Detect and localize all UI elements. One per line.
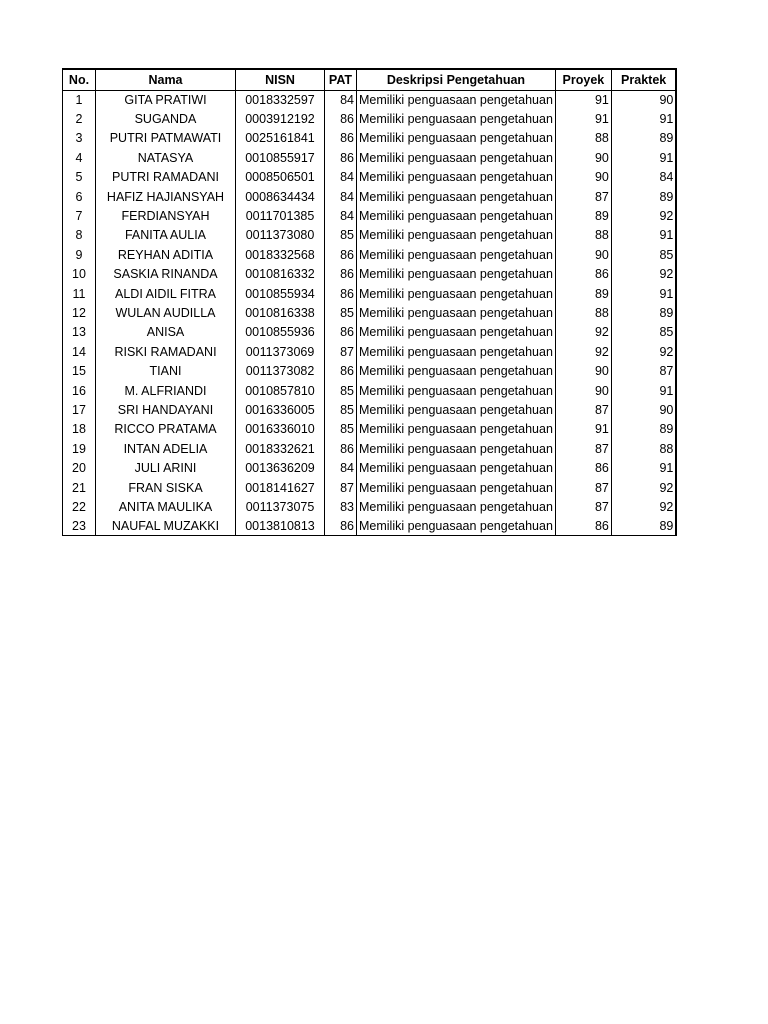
cell-nisn: 0011373082 bbox=[236, 361, 325, 380]
cell-no: 23 bbox=[63, 517, 96, 536]
header-praktek: Praktek bbox=[611, 69, 676, 90]
cell-proyek: 86 bbox=[555, 458, 611, 477]
cell-nisn: 0010857810 bbox=[236, 381, 325, 400]
table-row bbox=[63, 187, 677, 206]
cell-pat: 84 bbox=[325, 458, 357, 477]
header-nisn: NISN bbox=[236, 69, 325, 90]
cell-no: 5 bbox=[63, 168, 96, 187]
header-nama: Nama bbox=[96, 69, 236, 90]
cell-proyek: 92 bbox=[555, 342, 611, 361]
cell-praktek: 85 bbox=[611, 245, 676, 264]
cell-pat: 86 bbox=[325, 361, 357, 380]
cell-nisn: 0011373075 bbox=[236, 497, 325, 516]
cell-proyek: 91 bbox=[555, 420, 611, 439]
cell-no: 20 bbox=[63, 458, 96, 477]
cell-proyek: 92 bbox=[555, 323, 611, 342]
table-header bbox=[63, 69, 677, 90]
cell-nama: REYHAN ADITIA bbox=[96, 245, 236, 264]
cell-pat: 85 bbox=[325, 400, 357, 419]
cell-praktek: 91 bbox=[611, 226, 676, 245]
cell-deskripsi: Memiliki penguasaan pengetahuan bbox=[357, 187, 556, 206]
cell-deskripsi: Memiliki penguasaan pengetahuan bbox=[357, 517, 556, 536]
table-row bbox=[63, 439, 677, 458]
cell-nama: SRI HANDAYANI bbox=[96, 400, 236, 419]
cell-deskripsi: Memiliki penguasaan pengetahuan bbox=[357, 226, 556, 245]
cell-no: 17 bbox=[63, 400, 96, 419]
cell-no: 8 bbox=[63, 226, 96, 245]
cell-praktek: 87 bbox=[611, 361, 676, 380]
header-row bbox=[63, 69, 677, 90]
cell-proyek: 89 bbox=[555, 206, 611, 225]
cell-proyek: 90 bbox=[555, 361, 611, 380]
cell-nama: FRAN SISKA bbox=[96, 478, 236, 497]
cell-no: 18 bbox=[63, 420, 96, 439]
table-row bbox=[63, 284, 677, 303]
cell-no: 9 bbox=[63, 245, 96, 264]
cell-pat: 86 bbox=[325, 284, 357, 303]
cell-proyek: 88 bbox=[555, 303, 611, 322]
cell-no: 11 bbox=[63, 284, 96, 303]
cell-pat: 84 bbox=[325, 168, 357, 187]
cell-nama: HAFIZ HAJIANSYAH bbox=[96, 187, 236, 206]
cell-nama: M. ALFRIANDI bbox=[96, 381, 236, 400]
cell-praktek: 91 bbox=[611, 458, 676, 477]
cell-pat: 85 bbox=[325, 381, 357, 400]
header-no: No. bbox=[63, 69, 96, 90]
cell-nisn: 0011701385 bbox=[236, 206, 325, 225]
cell-proyek: 90 bbox=[555, 245, 611, 264]
cell-praktek: 89 bbox=[611, 187, 676, 206]
cell-nisn: 0025161841 bbox=[236, 129, 325, 148]
header-proyek: Proyek bbox=[555, 69, 611, 90]
cell-no: 15 bbox=[63, 361, 96, 380]
cell-praktek: 89 bbox=[611, 303, 676, 322]
cell-pat: 87 bbox=[325, 478, 357, 497]
cell-no: 16 bbox=[63, 381, 96, 400]
cell-praktek: 92 bbox=[611, 497, 676, 516]
cell-deskripsi: Memiliki penguasaan pengetahuan bbox=[357, 439, 556, 458]
cell-nama: TIANI bbox=[96, 361, 236, 380]
cell-praktek: 92 bbox=[611, 265, 676, 284]
cell-pat: 86 bbox=[325, 245, 357, 264]
cell-nisn: 0016336010 bbox=[236, 420, 325, 439]
cell-deskripsi: Memiliki penguasaan pengetahuan bbox=[357, 168, 556, 187]
cell-pat: 86 bbox=[325, 109, 357, 128]
cell-pat: 85 bbox=[325, 303, 357, 322]
cell-proyek: 87 bbox=[555, 400, 611, 419]
cell-no: 6 bbox=[63, 187, 96, 206]
cell-pat: 86 bbox=[325, 323, 357, 342]
cell-deskripsi: Memiliki penguasaan pengetahuan bbox=[357, 265, 556, 284]
table-row bbox=[63, 342, 677, 361]
cell-praktek: 85 bbox=[611, 323, 676, 342]
cell-deskripsi: Memiliki penguasaan pengetahuan bbox=[357, 90, 556, 109]
cell-praktek: 92 bbox=[611, 342, 676, 361]
cell-nama: SUGANDA bbox=[96, 109, 236, 128]
cell-pat: 86 bbox=[325, 129, 357, 148]
cell-praktek: 90 bbox=[611, 400, 676, 419]
cell-no: 13 bbox=[63, 323, 96, 342]
cell-nama: RICCO PRATAMA bbox=[96, 420, 236, 439]
cell-proyek: 87 bbox=[555, 439, 611, 458]
cell-deskripsi: Memiliki penguasaan pengetahuan bbox=[357, 342, 556, 361]
cell-nama: ANITA MAULIKA bbox=[96, 497, 236, 516]
cell-no: 14 bbox=[63, 342, 96, 361]
cell-praktek: 90 bbox=[611, 90, 676, 109]
cell-nisn: 0003912192 bbox=[236, 109, 325, 128]
cell-deskripsi: Memiliki penguasaan pengetahuan bbox=[357, 400, 556, 419]
cell-deskripsi: Memiliki penguasaan pengetahuan bbox=[357, 129, 556, 148]
cell-pat: 86 bbox=[325, 148, 357, 167]
cell-no: 19 bbox=[63, 439, 96, 458]
cell-nisn: 0018141627 bbox=[236, 478, 325, 497]
cell-praktek: 91 bbox=[611, 381, 676, 400]
cell-nama: ANISA bbox=[96, 323, 236, 342]
cell-nisn: 0010816332 bbox=[236, 265, 325, 284]
cell-proyek: 86 bbox=[555, 265, 611, 284]
cell-deskripsi: Memiliki penguasaan pengetahuan bbox=[357, 458, 556, 477]
cell-praktek: 88 bbox=[611, 439, 676, 458]
table-body bbox=[63, 90, 677, 536]
cell-nisn: 0010855934 bbox=[236, 284, 325, 303]
cell-no: 12 bbox=[63, 303, 96, 322]
cell-deskripsi: Memiliki penguasaan pengetahuan bbox=[357, 303, 556, 322]
cell-nisn: 0016336005 bbox=[236, 400, 325, 419]
cell-nisn: 0018332568 bbox=[236, 245, 325, 264]
header-pat: PAT bbox=[325, 69, 357, 90]
cell-praktek: 91 bbox=[611, 109, 676, 128]
cell-deskripsi: Memiliki penguasaan pengetahuan bbox=[357, 478, 556, 497]
cell-nama: RISKI RAMADANI bbox=[96, 342, 236, 361]
cell-deskripsi: Memiliki penguasaan pengetahuan bbox=[357, 361, 556, 380]
cell-proyek: 87 bbox=[555, 478, 611, 497]
cell-nisn: 0010816338 bbox=[236, 303, 325, 322]
cell-proyek: 87 bbox=[555, 497, 611, 516]
cell-praktek: 89 bbox=[611, 420, 676, 439]
cell-nisn: 0011373069 bbox=[236, 342, 325, 361]
cell-no: 10 bbox=[63, 265, 96, 284]
cell-nama: FANITA AULIA bbox=[96, 226, 236, 245]
table-row bbox=[63, 517, 677, 536]
cell-deskripsi: Memiliki penguasaan pengetahuan bbox=[357, 206, 556, 225]
cell-pat: 86 bbox=[325, 517, 357, 536]
cell-no: 3 bbox=[63, 129, 96, 148]
table-row bbox=[63, 90, 677, 109]
cell-pat: 85 bbox=[325, 226, 357, 245]
cell-praktek: 92 bbox=[611, 478, 676, 497]
table-row bbox=[63, 168, 677, 187]
table-row bbox=[63, 265, 677, 284]
cell-nisn: 0008506501 bbox=[236, 168, 325, 187]
cell-praktek: 89 bbox=[611, 129, 676, 148]
cell-no: 22 bbox=[63, 497, 96, 516]
cell-proyek: 91 bbox=[555, 90, 611, 109]
table-row bbox=[63, 303, 677, 322]
cell-deskripsi: Memiliki penguasaan pengetahuan bbox=[357, 245, 556, 264]
table-row bbox=[63, 458, 677, 477]
cell-nisn: 0010855917 bbox=[236, 148, 325, 167]
table-row bbox=[63, 206, 677, 225]
table-row bbox=[63, 497, 677, 516]
cell-nisn: 0018332597 bbox=[236, 90, 325, 109]
cell-praktek: 92 bbox=[611, 206, 676, 225]
cell-proyek: 91 bbox=[555, 109, 611, 128]
header-deskripsi: Deskripsi Pengetahuan bbox=[357, 69, 556, 90]
cell-proyek: 90 bbox=[555, 148, 611, 167]
cell-proyek: 88 bbox=[555, 129, 611, 148]
cell-praktek: 91 bbox=[611, 148, 676, 167]
cell-proyek: 86 bbox=[555, 517, 611, 536]
cell-nama: WULAN AUDILLA bbox=[96, 303, 236, 322]
cell-no: 4 bbox=[63, 148, 96, 167]
table-row bbox=[63, 226, 677, 245]
table-row bbox=[63, 381, 677, 400]
cell-nama: JULI ARINI bbox=[96, 458, 236, 477]
table-row bbox=[63, 361, 677, 380]
cell-pat: 84 bbox=[325, 187, 357, 206]
cell-no: 2 bbox=[63, 109, 96, 128]
cell-proyek: 90 bbox=[555, 168, 611, 187]
table-row bbox=[63, 478, 677, 497]
cell-proyek: 88 bbox=[555, 226, 611, 245]
table-row bbox=[63, 323, 677, 342]
cell-proyek: 89 bbox=[555, 284, 611, 303]
table-row bbox=[63, 148, 677, 167]
cell-praktek: 89 bbox=[611, 517, 676, 536]
cell-nama: GITA PRATIWI bbox=[96, 90, 236, 109]
cell-pat: 83 bbox=[325, 497, 357, 516]
cell-nama: ALDI AIDIL FITRA bbox=[96, 284, 236, 303]
cell-no: 7 bbox=[63, 206, 96, 225]
cell-no: 21 bbox=[63, 478, 96, 497]
cell-deskripsi: Memiliki penguasaan pengetahuan bbox=[357, 109, 556, 128]
table-row bbox=[63, 400, 677, 419]
cell-pat: 86 bbox=[325, 439, 357, 458]
cell-proyek: 87 bbox=[555, 187, 611, 206]
table-row bbox=[63, 420, 677, 439]
cell-nisn: 0013810813 bbox=[236, 517, 325, 536]
table-row bbox=[63, 129, 677, 148]
cell-nisn: 0010855936 bbox=[236, 323, 325, 342]
cell-pat: 85 bbox=[325, 420, 357, 439]
cell-praktek: 91 bbox=[611, 284, 676, 303]
cell-nisn: 0008634434 bbox=[236, 187, 325, 206]
cell-proyek: 90 bbox=[555, 381, 611, 400]
cell-no: 1 bbox=[63, 90, 96, 109]
cell-praktek: 84 bbox=[611, 168, 676, 187]
cell-deskripsi: Memiliki penguasaan pengetahuan bbox=[357, 148, 556, 167]
table-row bbox=[63, 245, 677, 264]
cell-pat: 87 bbox=[325, 342, 357, 361]
cell-nisn: 0011373080 bbox=[236, 226, 325, 245]
cell-deskripsi: Memiliki penguasaan pengetahuan bbox=[357, 497, 556, 516]
student-grades-table bbox=[62, 68, 677, 536]
cell-nama: NAUFAL MUZAKKI bbox=[96, 517, 236, 536]
cell-deskripsi: Memiliki penguasaan pengetahuan bbox=[357, 323, 556, 342]
cell-nisn: 0018332621 bbox=[236, 439, 325, 458]
cell-nama: PUTRI PATMAWATI bbox=[96, 129, 236, 148]
cell-nisn: 0013636209 bbox=[236, 458, 325, 477]
cell-nama: INTAN ADELIA bbox=[96, 439, 236, 458]
cell-nama: FERDIANSYAH bbox=[96, 206, 236, 225]
table-row bbox=[63, 109, 677, 128]
cell-pat: 84 bbox=[325, 90, 357, 109]
cell-nama: PUTRI RAMADANI bbox=[96, 168, 236, 187]
cell-pat: 84 bbox=[325, 206, 357, 225]
cell-deskripsi: Memiliki penguasaan pengetahuan bbox=[357, 284, 556, 303]
cell-deskripsi: Memiliki penguasaan pengetahuan bbox=[357, 420, 556, 439]
cell-nama: SASKIA RINANDA bbox=[96, 265, 236, 284]
cell-nama: NATASYA bbox=[96, 148, 236, 167]
cell-deskripsi: Memiliki penguasaan pengetahuan bbox=[357, 381, 556, 400]
cell-pat: 86 bbox=[325, 265, 357, 284]
